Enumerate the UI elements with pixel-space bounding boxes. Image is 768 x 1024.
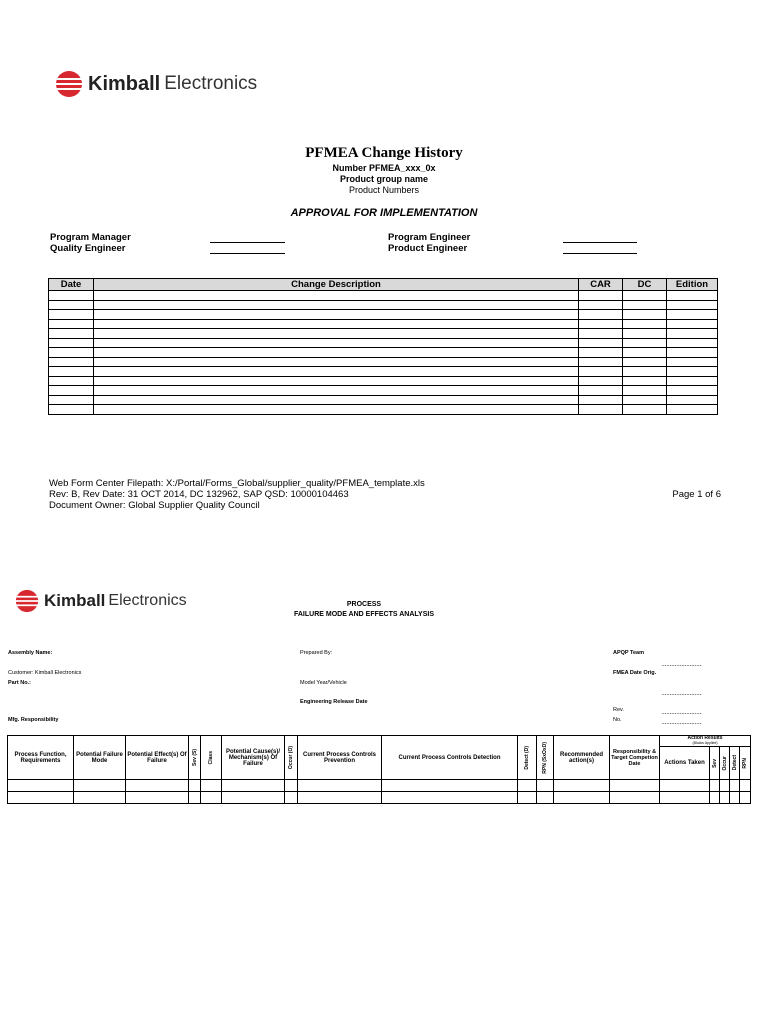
pfmea-header-row-1 <box>8 736 751 747</box>
change-history-cell[interactable] <box>579 376 623 386</box>
change-history-cell[interactable] <box>94 395 579 405</box>
col-class <box>201 736 222 780</box>
change-history-row <box>49 310 718 320</box>
change-history-cell[interactable] <box>667 291 718 301</box>
change-history-cell[interactable] <box>623 300 667 310</box>
change-history-cell[interactable] <box>623 329 667 339</box>
change-history-cell[interactable] <box>49 348 94 358</box>
action-results-sublabel: (Blocks Applied) <box>692 741 718 745</box>
change-history-cell[interactable] <box>94 357 579 367</box>
change-history-row <box>49 329 718 339</box>
change-history-cell[interactable] <box>667 386 718 396</box>
col-sev-2-label: Sev <box>711 758 718 768</box>
customer-label: Customer: Kimball Electronics <box>8 670 82 676</box>
col-action-results <box>660 736 751 747</box>
change-history-cell[interactable] <box>623 386 667 396</box>
pfmea-row <box>8 792 751 804</box>
action-results-label: Action Results <box>687 735 723 741</box>
change-history-cell[interactable] <box>94 291 579 301</box>
change-history-cell[interactable] <box>579 357 623 367</box>
footer-filepath: Web Form Center Filepath: X:/Portal/Forms_Global/supplier_quality/PFMEA_template.xls <box>49 478 425 489</box>
quality-engineer-signature-line[interactable] <box>210 253 285 254</box>
col-rpn <box>537 736 554 780</box>
change-history-cell[interactable] <box>579 291 623 301</box>
change-history-cell[interactable] <box>579 348 623 358</box>
rev-value[interactable]: ---------------- <box>662 711 702 717</box>
col-rpn-2-label: RPN <box>742 757 748 769</box>
col-occur <box>285 736 298 780</box>
col-date: Date <box>49 279 94 291</box>
change-history-cell[interactable] <box>49 329 94 339</box>
program-engineer-signature-line[interactable] <box>563 242 637 243</box>
change-history-row <box>49 348 718 358</box>
change-history-row <box>49 357 718 367</box>
change-history-cell[interactable] <box>94 405 579 415</box>
change-history-cell[interactable] <box>579 386 623 396</box>
col-detect-2-label: Detect <box>731 755 738 771</box>
fmea-date-label: FMEA Date Orig. <box>613 670 657 676</box>
change-history-cell[interactable] <box>579 367 623 377</box>
change-history-cell[interactable] <box>579 329 623 339</box>
change-history-row <box>49 319 718 329</box>
change-history-cell[interactable] <box>94 367 579 377</box>
col-rpn-2 <box>740 747 751 780</box>
change-history-row <box>49 291 718 301</box>
col-edition: Edition <box>667 279 718 291</box>
change-history-cell[interactable] <box>49 367 94 377</box>
change-history-cell[interactable] <box>667 395 718 405</box>
quality-engineer-label: Quality Engineer <box>50 243 126 254</box>
no-label: No. <box>613 717 622 723</box>
col-dc: DC <box>623 279 667 291</box>
logo-word-electronics: Electronics <box>164 73 258 94</box>
change-history-row <box>49 386 718 396</box>
change-history-cell[interactable] <box>667 338 718 348</box>
col-prevention: Current Process Controls Prevention <box>298 736 382 780</box>
col-car: CAR <box>579 279 623 291</box>
change-history-row <box>49 376 718 386</box>
rev-label: Rev. <box>613 707 624 713</box>
change-history-cell[interactable] <box>667 348 718 358</box>
rev-separator: ---------------- <box>662 692 702 698</box>
prepared-by-label: Prepared By: <box>300 650 333 656</box>
change-history-cell[interactable] <box>94 329 579 339</box>
change-history-cell[interactable] <box>49 291 94 301</box>
change-history-cell[interactable] <box>49 405 94 415</box>
product-group: Product group name <box>339 174 428 184</box>
change-history-cell[interactable] <box>49 319 94 329</box>
change-history-cell[interactable] <box>49 395 94 405</box>
change-history-cell[interactable] <box>623 376 667 386</box>
product-numbers: Product Numbers <box>348 185 420 195</box>
program-manager-label: Program Manager <box>50 232 131 243</box>
change-history-cell[interactable] <box>623 319 667 329</box>
col-actions-taken: Actions Taken <box>660 747 710 780</box>
model-year-label: Model Year/Vehicle <box>300 680 347 686</box>
part-no-label: Part No.: <box>8 680 31 686</box>
pfmea-title-fmea: FAILURE MODE AND EFFECTS ANALYSIS <box>293 611 434 618</box>
change-history-cell[interactable] <box>667 319 718 329</box>
change-history-cell[interactable] <box>667 300 718 310</box>
col-process-function: Process Function, Requirements <box>8 736 74 780</box>
kimball-logo-mark-icon <box>54 70 84 98</box>
col-detect-2 <box>730 747 740 780</box>
change-history-cell[interactable] <box>94 338 579 348</box>
change-history-row <box>49 395 718 405</box>
col-occur-2-label: Occur <box>721 755 728 771</box>
mfg-responsibility-label: Mfg. Responsibility <box>8 717 59 723</box>
footer-owner: Document Owner: Global Supplier Quality Council <box>49 500 260 511</box>
pfmea-row <box>8 780 751 792</box>
program-engineer-label: Program Engineer <box>388 232 471 243</box>
col-detection: Current Process Controls Detection <box>382 736 518 780</box>
change-history-cell[interactable] <box>579 319 623 329</box>
pfmea-title-process: PROCESS <box>346 601 382 608</box>
change-history-cell[interactable] <box>579 395 623 405</box>
change-history-cell[interactable] <box>667 329 718 339</box>
col-change-description: Change Description <box>94 279 579 291</box>
pfmea-table <box>7 735 751 804</box>
approval-heading: APPROVAL FOR IMPLEMENTATION <box>290 207 478 219</box>
program-manager-signature-line[interactable] <box>210 242 285 243</box>
change-history-cell[interactable] <box>49 357 94 367</box>
change-history-cell[interactable] <box>94 300 579 310</box>
fmea-date-value[interactable]: ---------------- <box>662 663 702 669</box>
footer-page-number: Page 1 of 6 <box>672 489 721 500</box>
change-history-cell[interactable] <box>49 300 94 310</box>
change-history-cell[interactable] <box>94 386 579 396</box>
col-detect-label: Detect (D) <box>524 745 530 770</box>
col-sev-2 <box>710 747 720 780</box>
engineering-release-label: Engineering Release Date <box>300 699 368 705</box>
col-sev-label: Sev (S) <box>191 749 198 766</box>
change-history-cell[interactable] <box>623 367 667 377</box>
change-history-cell[interactable] <box>579 405 623 415</box>
change-history-cell[interactable] <box>579 300 623 310</box>
change-history-cell[interactable] <box>623 405 667 415</box>
change-history-cell[interactable] <box>623 395 667 405</box>
change-history-cell[interactable] <box>667 376 718 386</box>
col-class-label: Class <box>208 750 214 765</box>
col-failure-mode: Potential Failure Mode <box>74 736 126 780</box>
col-occur-2 <box>720 747 730 780</box>
product-engineer-signature-line[interactable] <box>563 253 637 254</box>
pfmea-number: Number PFMEA_xxx_0x <box>332 163 436 173</box>
change-history-cell[interactable] <box>49 376 94 386</box>
logo-word-electronics: Electronics <box>108 592 187 609</box>
col-rpn-label: RPN (SxOxD) <box>542 741 548 774</box>
change-history-cell[interactable] <box>667 405 718 415</box>
change-history-row <box>49 405 718 415</box>
col-detect <box>518 736 537 780</box>
change-history-cell[interactable] <box>49 310 94 320</box>
change-history-cell[interactable] <box>49 338 94 348</box>
kimball-logo-top <box>54 70 257 98</box>
change-history-table <box>48 278 718 415</box>
change-history-cell[interactable] <box>623 291 667 301</box>
change-history-cell[interactable] <box>667 310 718 320</box>
change-history-cell[interactable] <box>94 348 579 358</box>
col-effects: Potential Effect(s) Of Failure <box>126 736 189 780</box>
change-history-row <box>49 367 718 377</box>
logo-word-kimball: Kimball <box>88 72 161 95</box>
no-value[interactable]: ---------------- <box>662 721 702 727</box>
change-history-cell[interactable] <box>94 376 579 386</box>
change-history-cell[interactable] <box>623 357 667 367</box>
change-history-cell[interactable] <box>623 310 667 320</box>
change-history-cell[interactable] <box>623 348 667 358</box>
change-history-cell[interactable] <box>667 357 718 367</box>
change-history-row <box>49 300 718 310</box>
change-history-cell[interactable] <box>579 310 623 320</box>
change-history-cell[interactable] <box>94 310 579 320</box>
change-history-cell[interactable] <box>94 319 579 329</box>
change-history-cell[interactable] <box>667 367 718 377</box>
product-engineer-label: Product Engineer <box>388 243 468 254</box>
change-history-header-row <box>49 279 718 291</box>
page-title: PFMEA Change History <box>305 145 463 161</box>
col-causes: Potential Cause(s)/ Mechanism(s) Of Failure <box>222 736 285 780</box>
assembly-name-label: Assembly Name: <box>8 650 53 656</box>
apqp-team-label: APQP Team <box>613 650 644 656</box>
change-history-cell[interactable] <box>623 338 667 348</box>
col-sev <box>189 736 201 780</box>
col-occur-label: Occur (O) <box>288 745 294 770</box>
change-history-row <box>49 338 718 348</box>
col-recommended: Recommended action(s) <box>554 736 610 780</box>
logo-word-kimball: Kimball <box>44 591 106 610</box>
change-history-cell[interactable] <box>49 386 94 396</box>
change-history-body <box>49 291 718 415</box>
col-responsibility: Responsibility & Target Competion Date <box>610 736 660 780</box>
change-history-cell[interactable] <box>579 338 623 348</box>
footer-rev: Rev: B, Rev Date: 31 OCT 2014, DC 132962, SAP QSD: 10000104463 <box>49 489 349 500</box>
